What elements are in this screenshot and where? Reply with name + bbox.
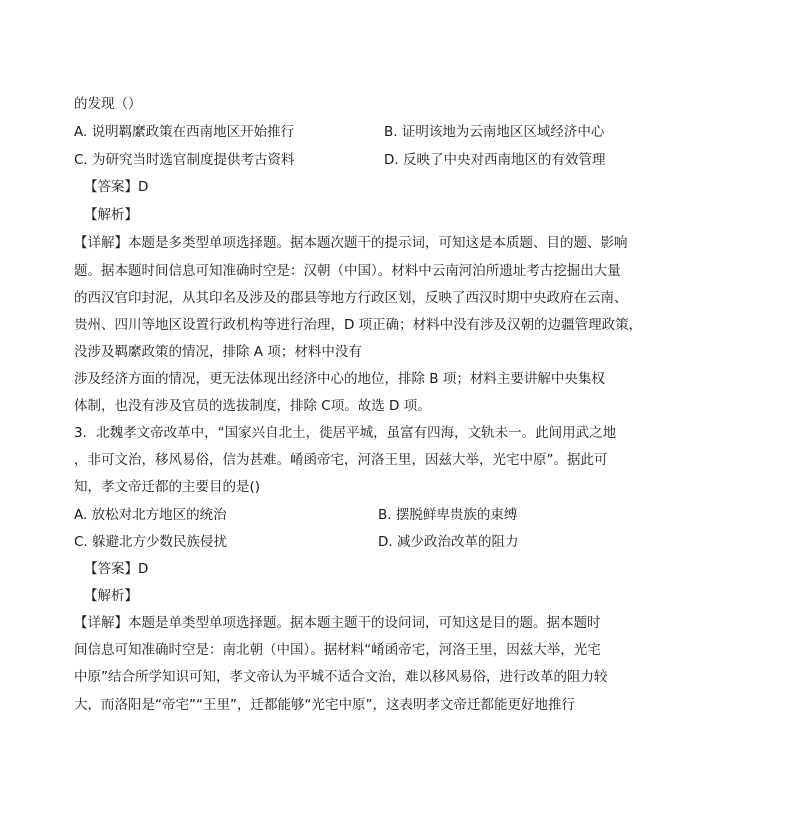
q2-option-c: C. 为研究当时选官制度提供考古资料 [74,152,295,168]
q2-detail-line: 【详解】本题是多类型单项选择题。据本题次题干的提示词，可知这是本质题、目的题、影响 [74,235,628,251]
q3-stem-line: ，非可文治，移风易俗，信为甚难。崤函帝宅，河洛王里，因兹大举，光宅中原”。据此可 [74,452,608,468]
q2-option-a: A. 说明羁縻政策在西南地区开始推行 [74,124,295,140]
q2-option-d: D. 反映了中央对西南地区的有效管理 [384,152,606,168]
q3-detail-line: 间信息可知准确时空是：南北朝（中国）。据材料“崤函帝宅，河洛王里，因兹大举，光宅 [74,642,601,658]
q2-detail-line: 的西汉官印封泥，从其印名及涉及的郡县等地方行政区划，反映了西汉时期中央政府在云南、 [74,290,628,306]
q2-detail-line: 贵州、四川等地区设置行政机构等进行治理，D 项正确；材料中没有涉及汉朝的边疆管理政策， [74,317,643,333]
q2-detail-line: 题。据本题时间信息可知准确时空是：汉朝（中国）。材料中云南河泊所遗址考古挖掘出大量 [74,263,621,279]
q3-answer: 【答案】D [84,561,149,577]
q2-answer: 【答案】D [84,179,149,195]
q2-analysis-label: 【解析】 [84,207,138,223]
q2-option-b: B. 证明该地为云南地区区域经济中心 [384,124,605,140]
q3-detail-line: 中原”结合所学知识可知，孝文帝认为平城不适合文治，难以移风易俗，进行改革的阻力较 [74,669,608,685]
q3-detail-line: 大，而洛阳是“帝宅”“王里”，迁都能够“光宅中原”，这表明孝文帝迁都能更好地推行 [74,697,575,713]
q2-stem-tail: 的发现（） [74,96,142,112]
q2-detail-line: 没涉及羁縻政策的情况，排除 A 项；材料中没有 [74,344,362,360]
q3-option-b: B. 摆脱鲜卑贵族的束缚 [378,507,518,523]
q3-option-a: A. 放松对北方地区的统治 [74,507,227,523]
q2-detail-line: 涉及经济方面的情况，更无法体现出经济中心的地位，排除 B 项；材料主要讲解中央集权 [74,371,605,387]
q3-stem-line: 3．北魏孝文帝改革中，“国家兴自北土，徙居平城，虽富有四海，文轨未一。此间用武之地 [74,425,617,441]
q3-stem-line: 知，孝文帝迁都的主要目的是() [74,479,261,495]
q3-option-c: C. 躲避北方少数民族侵扰 [74,534,228,550]
q3-option-d: D. 减少政治改革的阻力 [378,534,519,550]
q3-analysis-label: 【解析】 [84,588,138,604]
q3-detail-line: 【详解】本题是单类型单项选择题。据本题主题干的设问词，可知这是目的题。据本题时 [74,615,601,631]
q2-detail-line: 体制，也没有涉及官员的选拔制度，排除 C项。故选 D 项。 [74,398,431,414]
